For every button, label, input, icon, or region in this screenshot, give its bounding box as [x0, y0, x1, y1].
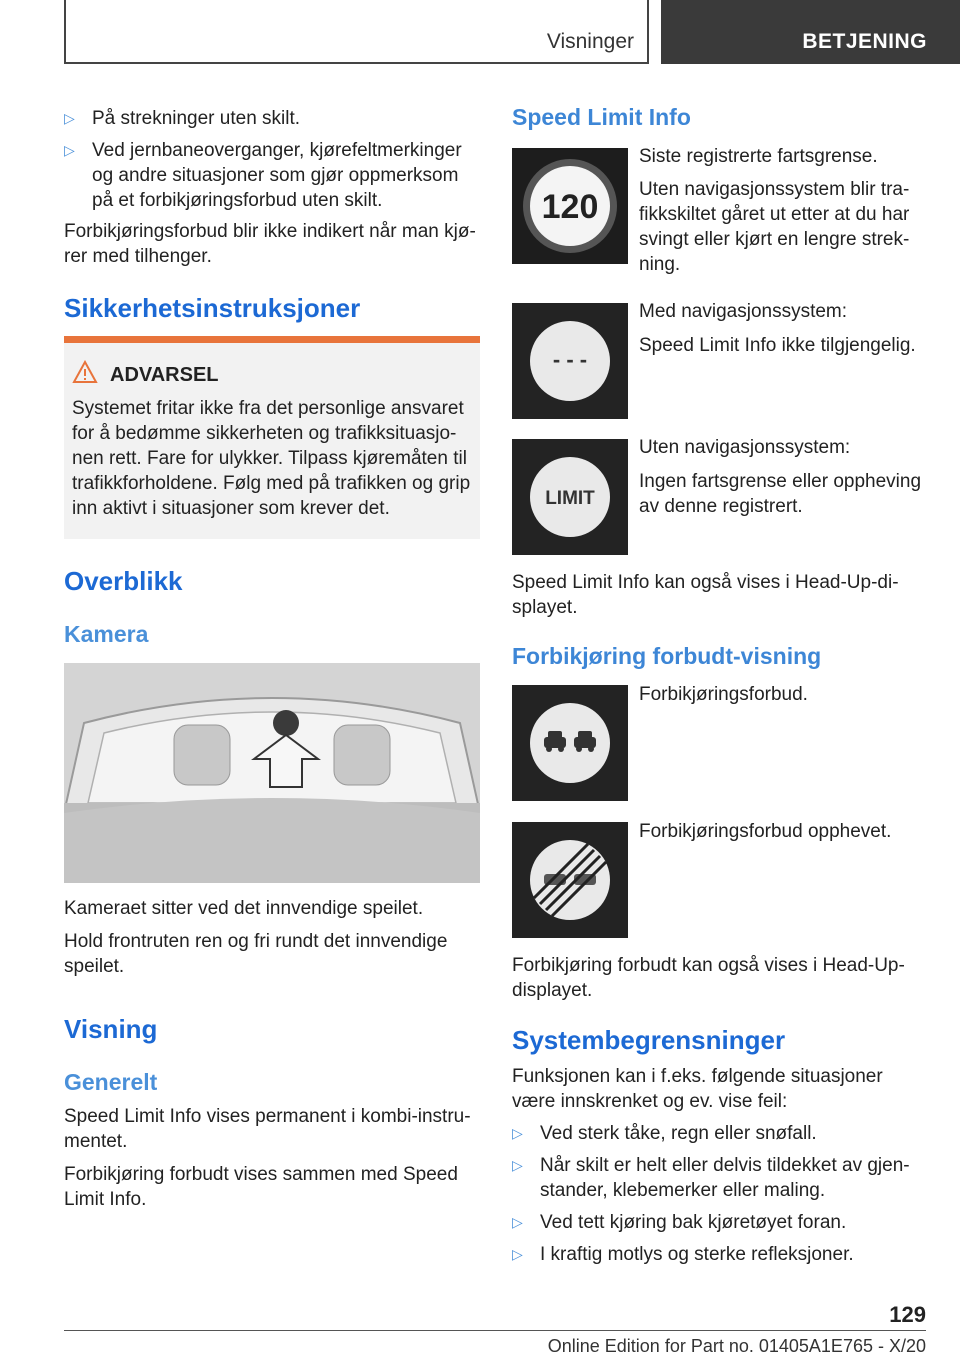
- header-chapter-title: BETJENING: [802, 30, 927, 53]
- camera-text-1: Kameraet sitter ved det innvendige speilet.: [64, 898, 424, 919]
- triangle-bullet-icon: ▷: [512, 1125, 523, 1141]
- warning-text: Systemet fritar ikke fra det personlige ansvaret for å bedømme sikkerheten og trafikksituasjo-nen rett. Fare for ulykker. Tilpass kjøremåten til trafikkforholdene. Følg med på trafikken og grip inn aktivt i situasjoner som krever det.: [72, 398, 471, 519]
- camera-illustration: [64, 663, 480, 883]
- heading-display: Visning: [64, 1014, 158, 1044]
- warning-label: ADVARSEL: [110, 364, 219, 386]
- camera-text-2: Hold frontruten ren og fri rundt det innvendige speilet.: [64, 931, 448, 977]
- heading-system-limits: Systembegrensninger: [512, 1025, 786, 1055]
- list-item: ▷ Ved jernbaneoverganger, kjørefeltmerkinger og andre situasjoner som gjør oppmerksom på et forbikjøringsforbud uten skilt.: [64, 140, 462, 211]
- sign1-text-2: Uten navigasjonssystem blir tra-fikkskiltet gåret ut etter at du har svingt eller kjørt en lengre strek-ning.: [639, 179, 910, 275]
- triangle-bullet-icon: ▷: [512, 1246, 523, 1262]
- heading-speed-limit-info: Speed Limit Info: [512, 104, 691, 130]
- hud-note: Speed Limit Info kan også vises i Head-Up-di-splayet.: [512, 572, 899, 618]
- sign-120-label: 120: [541, 188, 599, 226]
- sign2-text-2: Speed Limit Info ikke tilgjengelig.: [639, 335, 916, 356]
- list-item: ▷ Ved tett kjøring bak kjøretøyet foran.: [512, 1212, 847, 1233]
- heading-safety: Sikkerhetsinstruksjoner: [64, 293, 361, 323]
- header-section-title: Visninger: [546, 30, 634, 53]
- page-number: 129: [889, 1302, 926, 1327]
- triangle-bullet-icon: ▷: [64, 142, 75, 158]
- general-text-2: Forbikjøring forbudt vises sammen med Speed Limit Info.: [64, 1164, 458, 1210]
- sign5-text: Forbikjøringsforbud opphevet.: [639, 821, 892, 842]
- triangle-bullet-icon: ▷: [512, 1214, 523, 1230]
- limits-intro: Funksjonen kan i f.eks. følgende situasjoner være innskrenket og ev. vise feil:: [512, 1066, 883, 1112]
- heading-overview: Overblikk: [64, 566, 183, 596]
- sign2-text-1: Med navigasjonssystem:: [639, 301, 848, 322]
- sign3-text-1: Uten navigasjonssystem:: [639, 437, 851, 458]
- triangle-bullet-icon: ▷: [64, 110, 75, 126]
- list-item: ▷ Ved sterk tåke, regn eller snøfall.: [512, 1123, 817, 1144]
- speed-limit-unavailable-sign-icon: [512, 303, 628, 419]
- triangle-bullet-icon: ▷: [512, 1157, 523, 1173]
- heading-camera: Kamera: [64, 621, 149, 647]
- limit-sign-icon: [512, 439, 628, 555]
- general-text-1: Speed Limit Info vises permanent i kombi-instru-mentet.: [64, 1106, 471, 1152]
- heading-no-passing: Forbikjøring forbudt-visning: [512, 643, 822, 669]
- sign4-text: Forbikjøringsforbud.: [639, 684, 808, 705]
- speed-limit-120-sign-icon: [512, 148, 628, 264]
- sign3-text-2: Ingen fartsgrense eller oppheving av denne registrert.: [639, 471, 922, 517]
- footer-edition: Online Edition for Part no. 01405A1E765 - X/20: [547, 1336, 926, 1356]
- no-passing-hud-note: Forbikjøring forbudt kan også vises i Head-Up-displayet.: [512, 955, 905, 1001]
- no-passing-sign-icon: [512, 685, 628, 801]
- warning-bar: [64, 336, 480, 343]
- sign1-text-1: Siste registrerte fartsgrense.: [639, 146, 878, 167]
- heading-general: Generelt: [64, 1069, 158, 1095]
- end-no-passing-sign-icon: [512, 822, 628, 938]
- list-item: ▷ Når skilt er helt eller delvis tildekket av gjen-stander, klebemerker eller maling.: [512, 1155, 910, 1201]
- sign-dashes-label: - - -: [552, 347, 588, 372]
- paragraph-trailer: Forbikjøringsforbud blir ikke indikert når man kjø-rer med tilhenger.: [64, 221, 476, 267]
- warning-triangle-icon: [72, 360, 98, 384]
- list-item: ▷ I kraftig motlys og sterke refleksjoner.: [512, 1244, 854, 1265]
- footer-divider: [64, 1330, 926, 1331]
- sign-limit-label: LIMIT: [545, 488, 595, 509]
- list-item: ▷ På strekninger uten skilt.: [64, 108, 301, 129]
